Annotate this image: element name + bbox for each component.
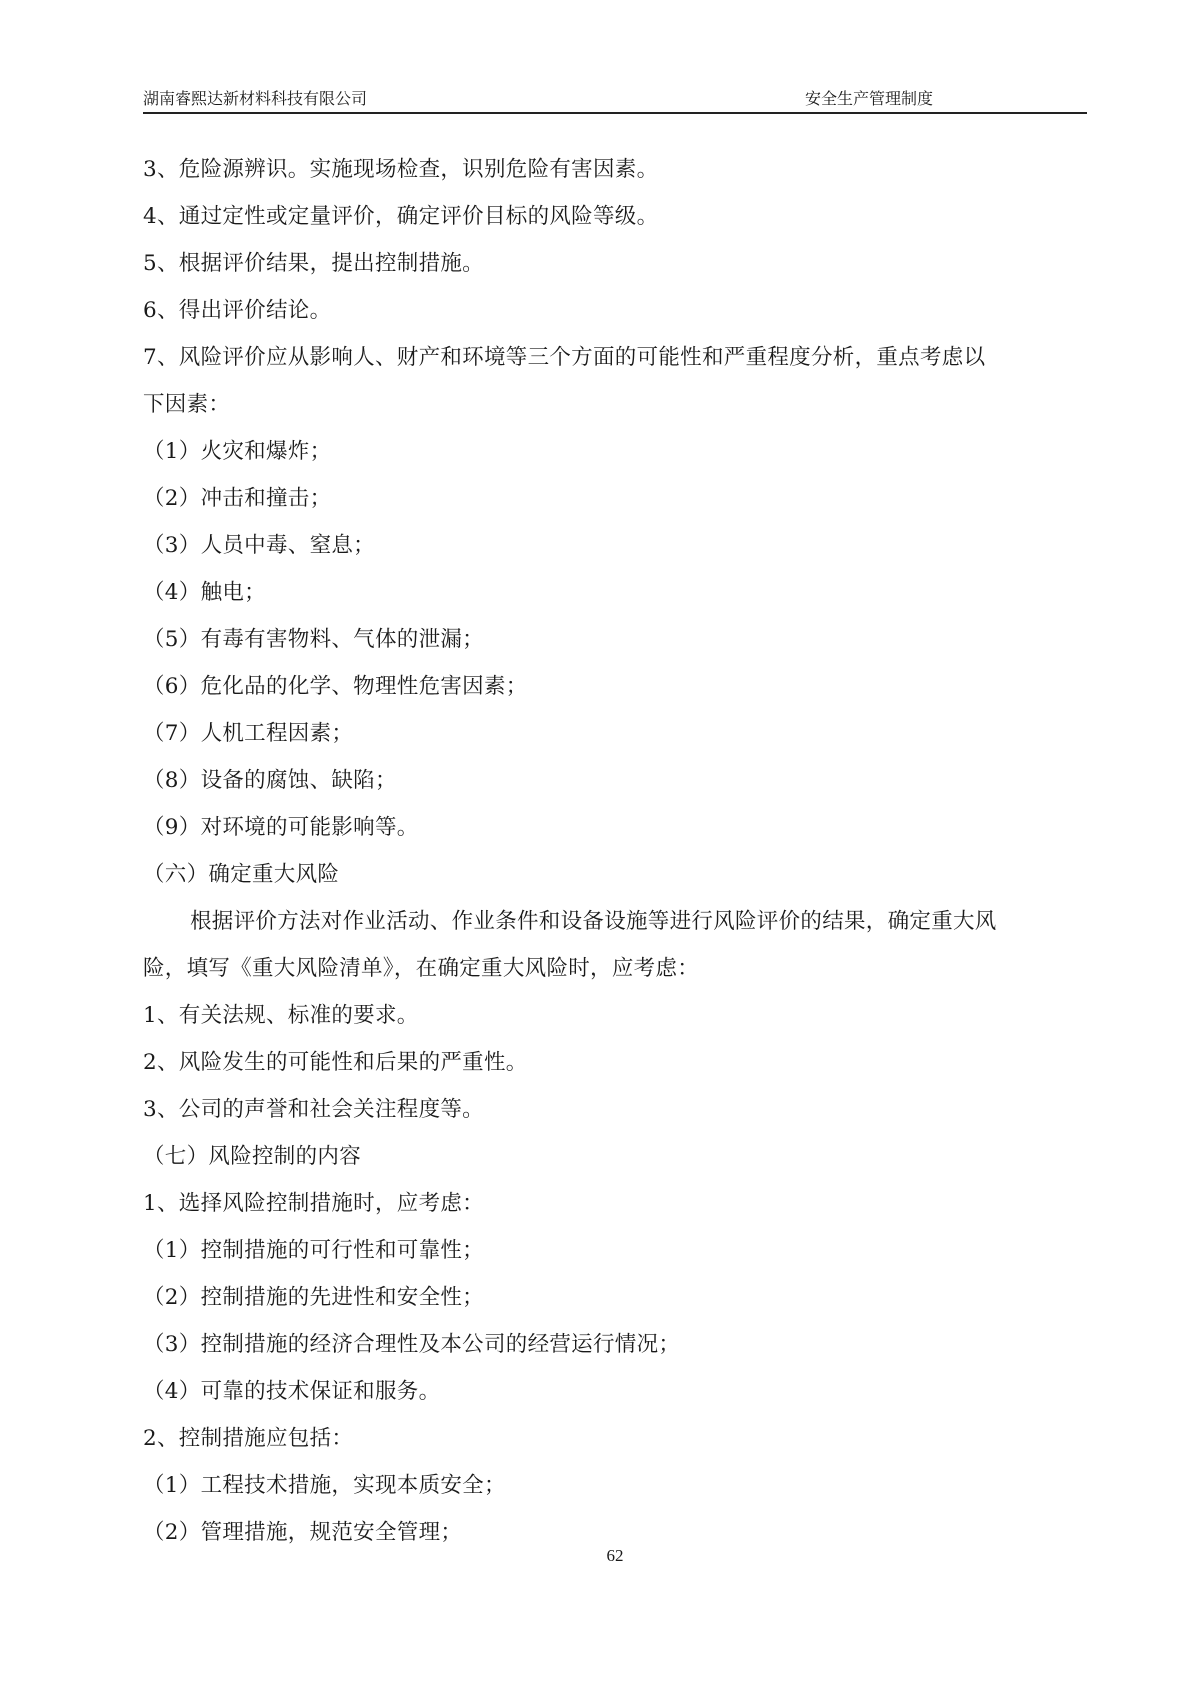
paragraph-line: 2、风险发生的可能性和后果的严重性。 [143, 1050, 528, 1075]
paragraph-line: 6、得出评价结论。 [143, 298, 332, 323]
paragraph-line: 根据评价方法对作业活动、作业条件和设备设施等进行风险评价的结果，确定重大风 [190, 909, 997, 934]
page-number: 62 [606, 1546, 624, 1565]
list-item: （3）控制措施的经济合理性及本公司的经营运行情况； [143, 1332, 681, 1357]
paragraph-line: 下因素： [143, 392, 231, 417]
list-item: （6）危化品的化学、物理性危害因素； [143, 674, 528, 699]
list-item: （3）人员中毒、窒息； [143, 533, 375, 558]
page-header [143, 82, 1087, 114]
list-item: （5）有毒有害物料、气体的泄漏； [143, 627, 484, 652]
section-heading: （七）风险控制的内容 [143, 1144, 362, 1169]
list-item: （2）控制措施的先进性和安全性； [143, 1285, 484, 1310]
list-item: （1）工程技术措施，实现本质安全； [143, 1473, 506, 1498]
company-name: 湖南睿熙达新材料科技有限公司 [143, 89, 368, 108]
list-item: （1）控制措施的可行性和可靠性； [143, 1238, 484, 1263]
list-item: （1）火灾和爆炸； [143, 439, 332, 464]
document-title: 安全生产管理制度 [805, 89, 934, 108]
paragraph-line: 1、选择风险控制措施时，应考虑： [143, 1191, 484, 1216]
paragraph-line: 1、有关法规、标准的要求。 [143, 1003, 419, 1028]
section-heading: （六）确定重大风险 [143, 862, 340, 887]
paragraph-line: 7、风险评价应从影响人、财产和环境等三个方面的可能性和严重程度分析，重点考虑以 [143, 345, 986, 370]
list-item: （2）冲击和撞击； [143, 486, 332, 511]
list-item: （2）管理措施，规范安全管理； [143, 1520, 463, 1545]
list-item: （4）触电； [143, 580, 266, 605]
paragraph-line: 3、公司的声誉和社会关注程度等。 [143, 1097, 484, 1122]
list-item: （7）人机工程因素； [143, 721, 354, 746]
list-item: （9）对环境的可能影响等。 [143, 815, 419, 840]
paragraph-line: 2、控制措施应包括： [143, 1426, 354, 1451]
document-body [143, 146, 1093, 1556]
paragraph-line: 4、通过定性或定量评价，确定评价目标的风险等级。 [143, 204, 659, 229]
list-item: （4）可靠的技术保证和服务。 [143, 1379, 441, 1404]
paragraph-line: 险，填写《重大风险清单》，在确定重大风险时，应考虑： [143, 956, 700, 981]
paragraph-line: 3、危险源辨识。实施现场检查，识别危险有害因素。 [143, 157, 659, 182]
list-item: （8）设备的腐蚀、缺陷； [143, 768, 397, 793]
paragraph-line: 5、根据评价结果，提出控制措施。 [143, 251, 484, 276]
